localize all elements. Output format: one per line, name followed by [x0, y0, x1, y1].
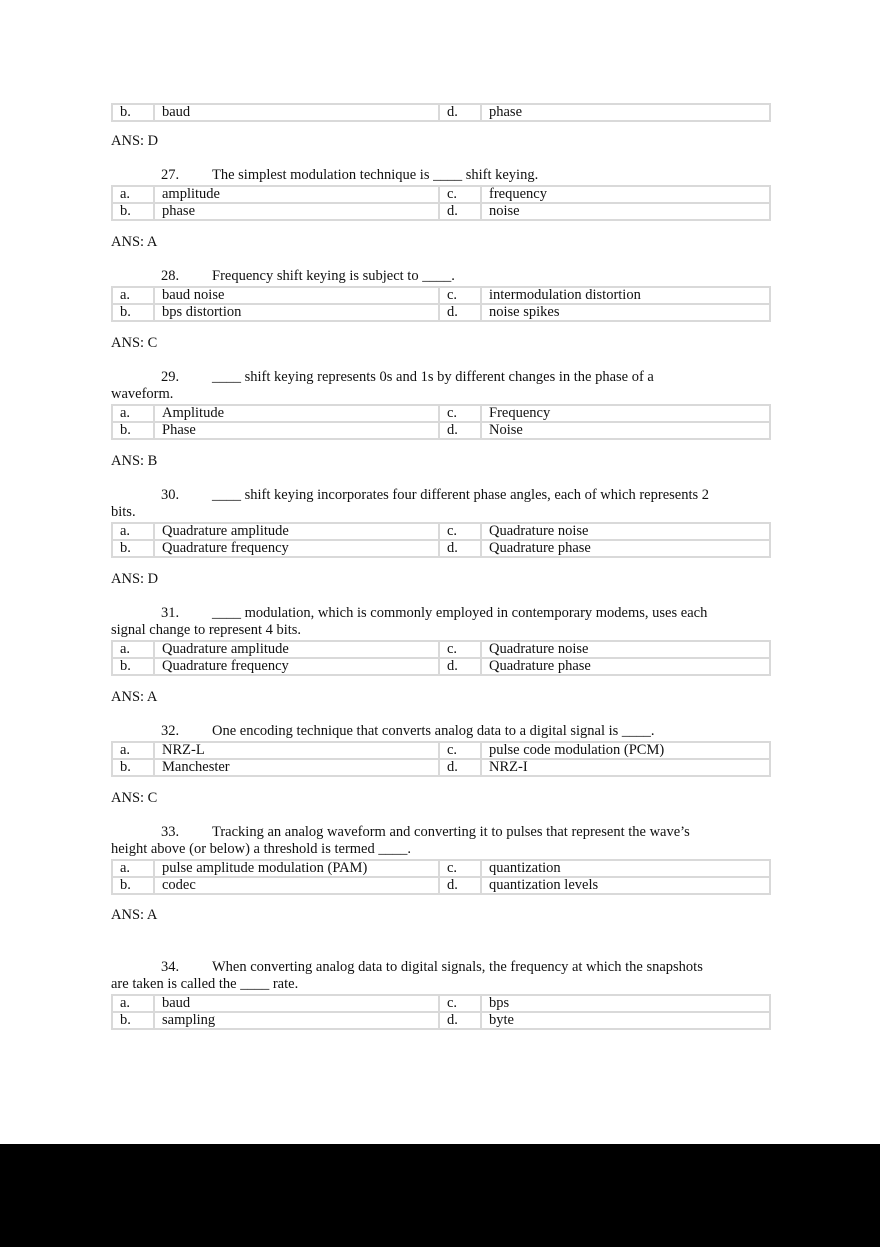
- question-26-options-fragment: [111, 103, 771, 122]
- options-row: [112, 304, 770, 321]
- options-table: [111, 286, 771, 322]
- option-letter: b.: [112, 203, 154, 220]
- option-letter: d.: [439, 759, 481, 776]
- question-29-options: [111, 404, 771, 440]
- options-table: [111, 994, 771, 1030]
- option-letter: d.: [439, 422, 481, 439]
- question-number: 29.: [161, 369, 180, 385]
- question-text-continued: signal change to represent 4 bits.: [111, 622, 302, 638]
- question-30: [111, 487, 771, 521]
- option-letter: a.: [112, 186, 154, 203]
- question-number: 28.: [161, 268, 180, 284]
- answer-31: ANS: A: [111, 689, 158, 705]
- options-row: [112, 287, 770, 304]
- option-letter: d.: [439, 540, 481, 557]
- answer-33: ANS: A: [111, 907, 158, 923]
- option-text: baud noise: [154, 287, 439, 304]
- options-table: [111, 640, 771, 676]
- option-letter: c.: [439, 287, 481, 304]
- question-27: [111, 167, 771, 184]
- question-text: The simplest modulation technique is ____ shift keying.: [212, 167, 539, 183]
- option-text: intermodulation distortion: [481, 287, 770, 304]
- options-table: [111, 103, 771, 122]
- option-text: baud: [154, 995, 439, 1012]
- question-text: Tracking an analog waveform and converting it to pulses that represent the wave’s: [212, 824, 690, 840]
- options-row: [112, 860, 770, 877]
- option-letter: c.: [439, 860, 481, 877]
- question-28-options: [111, 286, 771, 322]
- question-number: 30.: [161, 487, 180, 503]
- options-row: [112, 203, 770, 220]
- option-text: pulse amplitude modulation (PAM): [154, 860, 439, 877]
- question-31: [111, 605, 771, 639]
- question-text: ____ modulation, which is commonly employed in contemporary modems, uses each: [212, 605, 708, 621]
- option-text: NRZ-L: [154, 742, 439, 759]
- answer-28: ANS: C: [111, 335, 158, 351]
- option-letter: b.: [112, 759, 154, 776]
- options-row: [112, 405, 770, 422]
- option-letter: b.: [112, 877, 154, 894]
- option-letter: d.: [439, 658, 481, 675]
- question-28: [111, 268, 771, 285]
- option-text: phase: [481, 104, 770, 121]
- options-row: [112, 1012, 770, 1029]
- question-27-options: [111, 185, 771, 221]
- answer-30: ANS: D: [111, 571, 159, 587]
- option-text: quantization levels: [481, 877, 770, 894]
- option-letter: a.: [112, 860, 154, 877]
- question-text: When converting analog data to digital signals, the frequency at which the snapshots: [212, 959, 703, 975]
- option-text: Manchester: [154, 759, 439, 776]
- question-32-options: [111, 741, 771, 777]
- question-text: Frequency shift keying is subject to ____.: [212, 268, 455, 284]
- options-table: [111, 522, 771, 558]
- question-text: ____ shift keying represents 0s and 1s by different changes in the phase of a: [212, 369, 654, 385]
- question-number: 32.: [161, 723, 180, 739]
- options-table: [111, 185, 771, 221]
- option-text: NRZ-I: [481, 759, 770, 776]
- option-letter: c.: [439, 742, 481, 759]
- options-row: [112, 523, 770, 540]
- answer-26: ANS: D: [111, 133, 159, 149]
- question-34: [111, 959, 771, 993]
- option-text: Quadrature noise: [481, 523, 770, 540]
- option-letter: a.: [112, 995, 154, 1012]
- option-letter: a.: [112, 742, 154, 759]
- options-row: [112, 422, 770, 439]
- option-text: bps: [481, 995, 770, 1012]
- question-33: [111, 824, 771, 858]
- option-text: noise: [481, 203, 770, 220]
- option-text: pulse code modulation (PCM): [481, 742, 770, 759]
- options-table: [111, 859, 771, 895]
- answer-27: ANS: A: [111, 234, 158, 250]
- option-text: quantization: [481, 860, 770, 877]
- question-29: [111, 369, 771, 403]
- option-letter: b.: [112, 658, 154, 675]
- option-text: frequency: [481, 186, 770, 203]
- option-text: noise spikes: [481, 304, 770, 321]
- options-row: [112, 658, 770, 675]
- question-32: [111, 723, 771, 740]
- options-table: [111, 741, 771, 777]
- option-text: amplitude: [154, 186, 439, 203]
- option-text: Quadrature amplitude: [154, 523, 439, 540]
- options-row: [112, 759, 770, 776]
- option-letter: c.: [439, 641, 481, 658]
- option-letter: d.: [439, 304, 481, 321]
- question-text-continued: height above (or below) a threshold is termed ____.: [111, 841, 411, 857]
- option-text: Frequency: [481, 405, 770, 422]
- question-text-continued: waveform.: [111, 386, 174, 402]
- option-text: phase: [154, 203, 439, 220]
- option-letter: c.: [439, 405, 481, 422]
- option-letter: a.: [112, 641, 154, 658]
- option-letter: b.: [112, 1012, 154, 1029]
- option-letter: b.: [112, 422, 154, 439]
- options-row: [112, 104, 770, 121]
- options-row: [112, 742, 770, 759]
- option-text: Quadrature amplitude: [154, 641, 439, 658]
- option-text: Quadrature phase: [481, 658, 770, 675]
- option-text: bps distortion: [154, 304, 439, 321]
- options-row: [112, 877, 770, 894]
- question-33-options: [111, 859, 771, 895]
- option-letter: a.: [112, 287, 154, 304]
- black-letterbox-band: [0, 1144, 880, 1247]
- option-text: byte: [481, 1012, 770, 1029]
- option-letter: a.: [112, 523, 154, 540]
- option-letter: b.: [112, 104, 154, 121]
- option-letter: b.: [112, 540, 154, 557]
- option-letter: c.: [439, 523, 481, 540]
- option-letter: a.: [112, 405, 154, 422]
- option-text: codec: [154, 877, 439, 894]
- answer-29: ANS: B: [111, 453, 158, 469]
- option-text: baud: [154, 104, 439, 121]
- option-text: Quadrature frequency: [154, 540, 439, 557]
- option-text: Quadrature phase: [481, 540, 770, 557]
- options-row: [112, 641, 770, 658]
- option-text: Phase: [154, 422, 439, 439]
- question-text: ____ shift keying incorporates four different phase angles, each of which represents 2: [212, 487, 710, 503]
- question-34-options: [111, 994, 771, 1030]
- option-letter: d.: [439, 203, 481, 220]
- option-text: Noise: [481, 422, 770, 439]
- option-letter: d.: [439, 104, 481, 121]
- question-text: One encoding technique that converts analog data to a digital signal is ____.: [212, 723, 655, 739]
- option-letter: d.: [439, 877, 481, 894]
- question-number: 34.: [161, 959, 180, 975]
- option-letter: c.: [439, 186, 481, 203]
- options-table: [111, 404, 771, 440]
- option-text: Amplitude: [154, 405, 439, 422]
- option-text: Quadrature frequency: [154, 658, 439, 675]
- question-31-options: [111, 640, 771, 676]
- option-text: sampling: [154, 1012, 439, 1029]
- options-row: [112, 995, 770, 1012]
- options-row: [112, 186, 770, 203]
- question-number: 31.: [161, 605, 180, 621]
- question-30-options: [111, 522, 771, 558]
- question-number: 27.: [161, 167, 180, 183]
- option-letter: d.: [439, 1012, 481, 1029]
- option-letter: b.: [112, 304, 154, 321]
- question-text-continued: bits.: [111, 504, 136, 520]
- answer-32: ANS: C: [111, 790, 158, 806]
- option-text: Quadrature noise: [481, 641, 770, 658]
- options-row: [112, 540, 770, 557]
- option-letter: c.: [439, 995, 481, 1012]
- question-number: 33.: [161, 824, 180, 840]
- question-text-continued: are taken is called the ____ rate.: [111, 976, 299, 992]
